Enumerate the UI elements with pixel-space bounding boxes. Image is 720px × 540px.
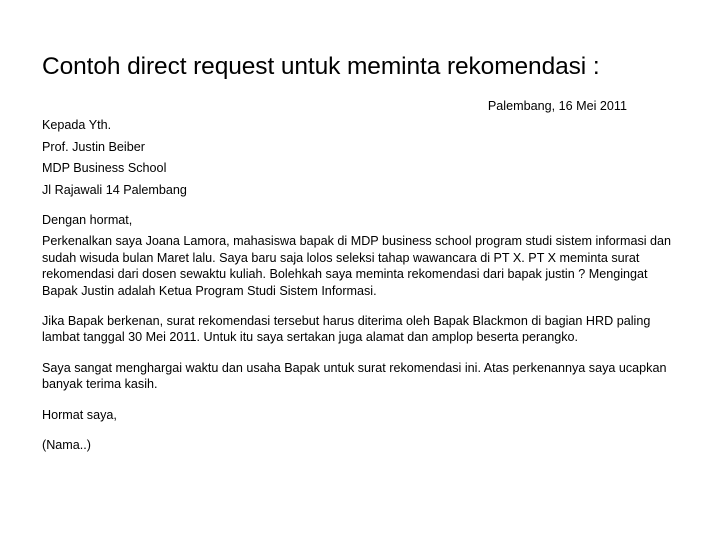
paragraph-introduction: Perkenalkan saya Joana Lamora, mahasiswa bapak di MDP business school program studi sistem informasi dan sudah wisuda bulan Maret lalu. Saya baru saja lolos seleksi tahap wawancara di PT X. PT X meminta surat rekomendasi dari dosen sewaktu kuliah. Bolehkah saya meminta rekomendasi dari bapak justin ? Mengingat Bapak Justin adalah Ketua Program Studi Sistem Informasi. xyxy=(42,234,672,298)
greeting: Dengan hormat, xyxy=(42,213,133,228)
signature: (Nama..) xyxy=(42,438,91,453)
slide-title: Contoh direct request untuk meminta rekomendasi : xyxy=(42,53,600,80)
closing: Hormat saya, xyxy=(42,407,117,422)
recipient-line: Jl Rajawali 14 Palembang xyxy=(42,182,187,197)
recipient-line: Prof. Justin Beiber xyxy=(42,139,145,154)
recipient-line: Kepada Yth. xyxy=(42,118,112,133)
paragraph-request: Jika Bapak berkenan, surat rekomendasi tersebut harus diterima oleh Bapak Blackmon di bagian HRD paling lambat tanggal 30 Mei 2011. Untuk itu saya sertakan juga alamat dan amplop beserta perangko. xyxy=(42,314,651,345)
letter-body xyxy=(42,98,682,454)
recipient-line: MDP Business School xyxy=(42,161,167,176)
letter-date: Palembang, 16 Mei 2011 xyxy=(487,99,627,113)
paragraph-thanks: Saya sangat menghargai waktu dan usaha Bapak untuk surat rekomendasi ini. Atas perkenannya saya ucapkan banyak terima kasih. xyxy=(42,360,667,392)
recipient-block xyxy=(42,117,682,198)
